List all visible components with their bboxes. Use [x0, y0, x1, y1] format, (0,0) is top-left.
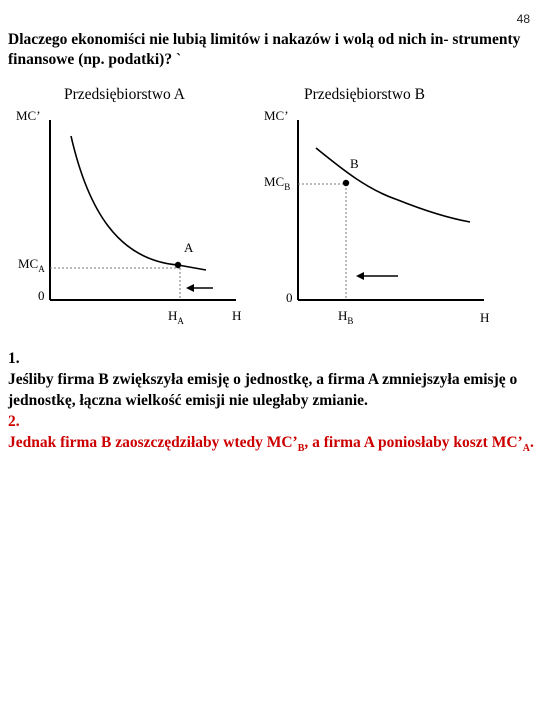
y-axis-label-a: MC’: [16, 108, 41, 123]
mc-level-label-b: $MC_B$: [264, 174, 291, 192]
answers-section: [8, 348, 534, 459]
left-arrow-b: [356, 272, 398, 280]
y-axis-label-b: MC’: [264, 108, 289, 123]
point-label-a: A: [184, 240, 194, 255]
panel-title-b: Przedsiębiorstwo B: [304, 86, 425, 103]
origin-label-b: 0: [286, 290, 293, 305]
mc-curve-b: [316, 148, 470, 222]
answer-2-text: Jednak firma B zaoszczędziłaby wtedy $MC’_B$, a firma A poniosłaby koszt $MC’_A$.: [8, 434, 534, 455]
mc-level-label-a: $MC_A$: [18, 256, 45, 274]
answer-1-number: 1.: [8, 350, 20, 367]
h-level-label-b: $H_B$: [338, 308, 354, 326]
graph-a: [8, 100, 258, 330]
answer-1-text: Jeśliby firma B zwiększyła emisję o jednostkę, a firma A zmniejszyła emisję o jednostkę, łączna wielkość emisji nie uległaby zmianie.: [8, 371, 518, 409]
panel-title-a: Przedsiębiorstwo A: [64, 86, 185, 103]
point-b: [343, 180, 349, 186]
origin-label-a: 0: [38, 288, 45, 303]
x-axis-label-a: H: [232, 308, 242, 323]
question-text: Dlaczego ekonomiści nie lubią limitów i nakazów i wolą od nich in- strumenty finansowe (np. podatki)? `: [8, 31, 521, 68]
point-label-b: B: [350, 156, 359, 171]
left-arrow-a: [186, 284, 213, 292]
point-a: [175, 262, 181, 268]
page-number: 48: [516, 12, 530, 26]
x-axis-label-b: H: [480, 310, 490, 325]
graph-b: [258, 100, 508, 330]
answer-2-number: 2.: [8, 413, 20, 430]
h-level-label-a: $H_A$: [168, 308, 184, 326]
